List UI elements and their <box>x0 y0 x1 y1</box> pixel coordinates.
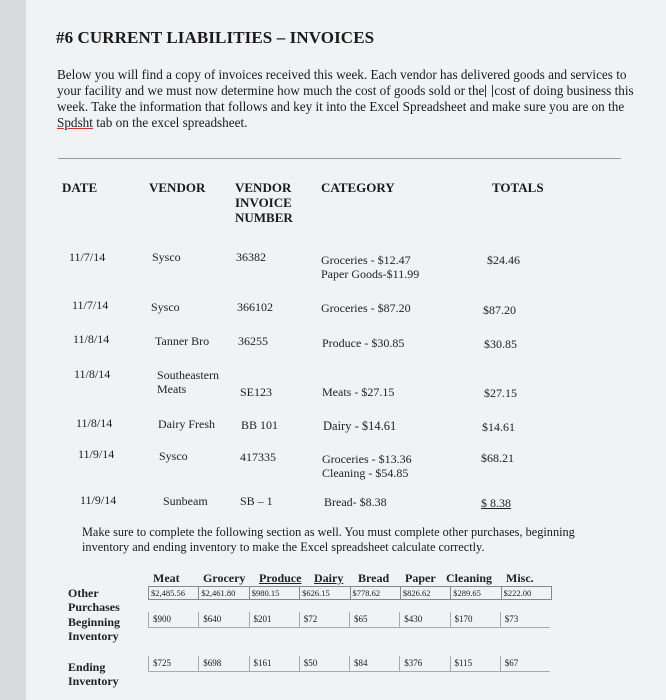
beginning-bread: $65 <box>349 612 399 628</box>
invoice-date: 11/7/14 <box>69 250 106 264</box>
column-paper: Paper <box>405 571 436 585</box>
column-misc: Misc. <box>506 571 534 585</box>
row-label-beginning-line2: Inventory <box>68 629 119 643</box>
header-invoice-line3: NUMBER <box>235 210 293 225</box>
invoice-date: 11/8/14 <box>74 367 111 381</box>
other-produce: $980.15 <box>250 587 300 599</box>
ending-cleaning: $115 <box>450 656 500 672</box>
ending-inventory-row <box>148 656 550 672</box>
row-label-ending-line2: Inventory <box>68 674 119 688</box>
other-misc: $222.00 <box>503 588 532 598</box>
row-label-other-line2: Purchases <box>68 600 120 614</box>
other-meat: $2,485.56 <box>149 587 199 599</box>
invoice-category <box>322 452 412 480</box>
other-dairy: $626.15 <box>300 587 350 599</box>
invoice-number: SE123 <box>240 385 273 399</box>
invoice-category: Produce - $30.85 <box>322 336 405 350</box>
other-purchases-row <box>148 586 552 600</box>
other-grocery: $2,461.80 <box>199 587 249 599</box>
beginning-inventory-row <box>148 612 550 628</box>
invoice-vendor: Sunbeam <box>163 494 208 508</box>
column-meat: Meat <box>153 571 180 585</box>
invoice-category: Dairy - $14.61 <box>323 419 397 433</box>
invoice-category: Groceries - $87.20 <box>321 301 411 315</box>
invoice-total: $14.61 <box>482 420 515 434</box>
beginning-misc: $73 <box>500 612 550 628</box>
invoice-date: 11/9/14 <box>78 447 115 461</box>
beginning-dairy: $72 <box>299 612 349 628</box>
beginning-paper: $430 <box>399 612 449 628</box>
intro-text-1: Below you will find a copy of invoices received this week. Each vendor has delivered goods and services to your facility and we must now determine how much the cost of goods sold or the <box>57 67 627 98</box>
row-label-other <box>68 586 120 614</box>
intro-text-3: tab on the excel spreadsheet. <box>96 115 248 130</box>
beginning-produce: $201 <box>249 612 299 628</box>
column-cleaning: Cleaning <box>446 571 493 585</box>
invoice-date: 11/7/14 <box>72 298 109 312</box>
invoice-total: $30.85 <box>484 337 517 351</box>
invoice-vendor: Sysco <box>151 300 180 314</box>
beginning-cleaning: $170 <box>450 612 500 628</box>
invoice-number: BB 101 <box>241 418 279 432</box>
ending-dairy: $50 <box>299 656 349 672</box>
spreadsheet-tab-name: Spdsht <box>57 115 93 130</box>
text-cursor-icon <box>485 85 493 97</box>
beginning-grocery: $640 <box>198 612 248 628</box>
invoice-vendor: Sysco <box>152 250 181 264</box>
invoice-vendor: Tanner Bro <box>155 334 210 348</box>
invoice-vendor <box>157 368 219 396</box>
invoice-category-line1: Groceries - $13.36 <box>322 452 412 466</box>
invoice-total: $ 8.38 <box>481 496 511 510</box>
invoice-date: 11/8/14 <box>73 332 110 346</box>
column-bread: Bread <box>358 571 390 585</box>
invoice-total: $24.46 <box>487 253 520 267</box>
invoice-category: Bread- $8.38 <box>324 495 387 509</box>
intro-text-2: cost of doing business this week. Take the information that follows and key it into the Excel Spreadsheet and make sure you are on the <box>57 83 634 114</box>
invoice-vendor-line2: Meats <box>157 382 187 396</box>
header-date: DATE <box>62 180 98 195</box>
ending-bread: $84 <box>349 656 399 672</box>
row-label-beginning-line1: Beginning <box>68 615 121 629</box>
header-category: CATEGORY <box>321 180 395 195</box>
beginning-meat: $900 <box>148 612 198 628</box>
header-totals: TOTALS <box>492 180 544 195</box>
ending-paper: $376 <box>399 656 449 672</box>
page-title: #6 CURRENT LIABILITIES – INVOICES <box>56 28 375 47</box>
column-dairy: Dairy <box>314 571 344 585</box>
invoice-number: 36382 <box>236 250 266 264</box>
invoice-category-line2: Paper Goods-$11.99 <box>321 267 420 281</box>
invoice-date: 11/8/14 <box>76 416 113 430</box>
other-cleaning: $289.65 <box>451 587 501 599</box>
intro-paragraph <box>57 67 637 131</box>
invoice-vendor: Dairy Fresh <box>158 417 215 431</box>
invoice-total: $68.21 <box>481 451 514 465</box>
invoice-category-line2: Cleaning - $54.85 <box>322 466 409 480</box>
instructions-note: Make sure to complete the following section as well. You must complete other purchases, beginning inventory and ending inventory to make the Excel spreadsheet calculate correctly. <box>82 525 575 554</box>
column-produce: Produce <box>259 571 302 585</box>
invoice-number: 366102 <box>237 300 273 314</box>
row-label-other-line1: Other <box>68 586 99 600</box>
invoice-total: $87.20 <box>483 303 516 317</box>
divider <box>58 158 621 159</box>
invoice-date: 11/9/14 <box>80 493 117 507</box>
invoice-vendor: Sysco <box>159 449 188 463</box>
invoice-category: Meats - $27.15 <box>322 385 395 399</box>
invoice-vendor-line1: Southeastern <box>157 368 219 382</box>
header-vendor: VENDOR <box>149 180 206 195</box>
invoice-number: SB – 1 <box>240 494 273 508</box>
ending-meat: $725 <box>148 656 198 672</box>
ending-produce: $161 <box>249 656 299 672</box>
row-label-beginning <box>68 615 120 643</box>
invoice-category <box>321 253 419 281</box>
header-invoice-line1: VENDOR <box>235 180 292 195</box>
other-paper: $826.62 <box>401 587 451 599</box>
column-grocery: Grocery <box>203 571 246 585</box>
ending-grocery: $698 <box>198 656 248 672</box>
row-label-ending <box>68 660 119 688</box>
invoice-total: $27.15 <box>484 386 517 400</box>
row-label-ending-line1: Ending <box>68 660 106 674</box>
other-bread: $778.62 <box>351 587 401 599</box>
invoice-number: 417335 <box>240 450 276 464</box>
ending-misc: $67 <box>500 656 550 672</box>
invoice-category-line1: Groceries - $12.47 <box>321 253 411 267</box>
invoice-number: 36255 <box>238 334 268 348</box>
header-invoice <box>235 180 293 225</box>
header-invoice-line2: INVOICE <box>235 195 292 210</box>
